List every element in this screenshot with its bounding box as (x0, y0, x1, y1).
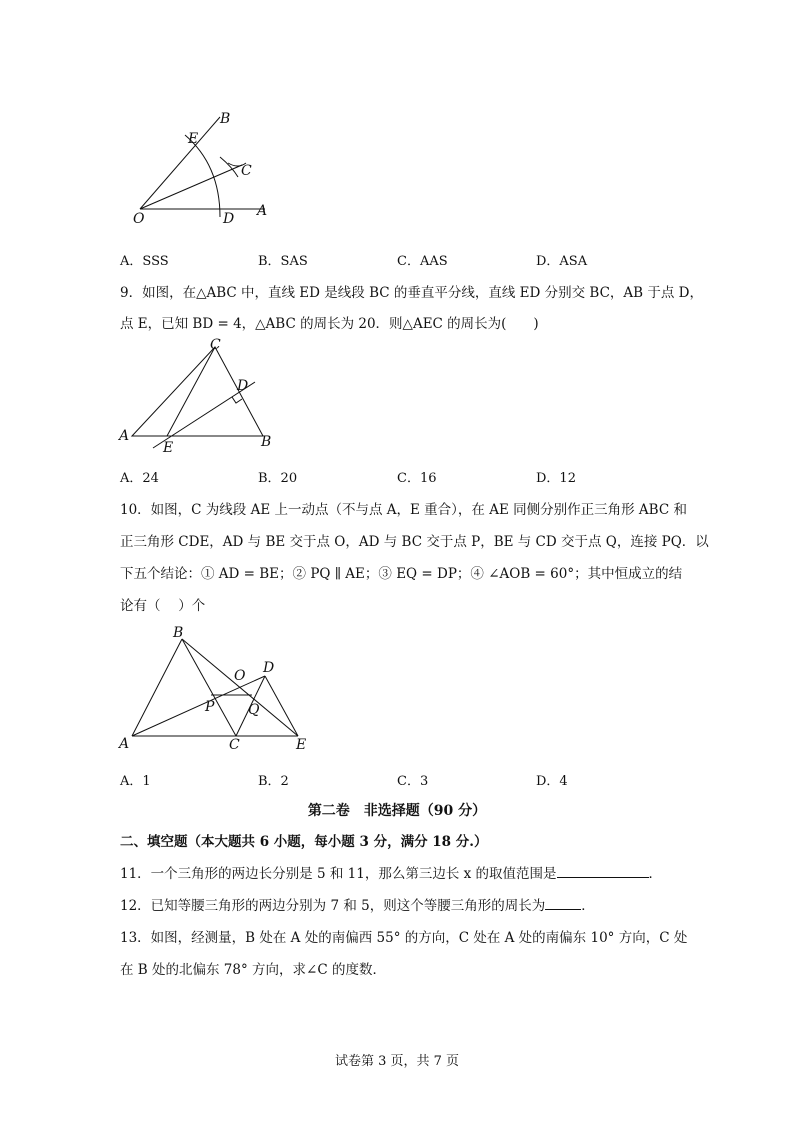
q10-text-line3: 下五个结论：① AD = BE；② PQ ∥ AE；③ EQ = DP；④ ∠AOB = 60°；其中恒成立的结 (120, 566, 683, 582)
q9-option-c: C．16 (397, 471, 437, 486)
label-P: P (205, 699, 215, 715)
label-E: E (188, 131, 199, 147)
q13-text-line2: 在 B 处的北偏东 78° 方向，求∠C 的度数． (120, 962, 386, 978)
q10-option-d: D．4 (536, 774, 568, 789)
section-title: 第二卷 非选择题（90 分） (307, 803, 487, 819)
q11-answer-blank[interactable] (557, 863, 649, 878)
part2-heading: 二、填空题（本大题共 6 小题，每小题 3 分，满分 18 分.） (120, 834, 488, 850)
q11-line (120, 862, 662, 882)
q12-text: 12．已知等腰三角形的两边分别为 7 和 5，则这个等腰三角形的周长为 (120, 898, 546, 914)
q10-option-a: A．1 (120, 774, 151, 789)
q9-text-line2: 点 E，已知 BD = 4，△ABC 的周长为 20．则△AEC 的周长为( ) (120, 316, 539, 332)
page-footer: 试卷第 3 页，共 7 页 (334, 1054, 460, 1069)
q8-option-a: A．SSS (120, 254, 169, 269)
figure-q8-angle-bisector (120, 105, 280, 230)
label-B: B (261, 434, 272, 450)
label-E: E (296, 737, 307, 753)
q12-line (120, 894, 595, 914)
label-E: E (163, 440, 174, 456)
label-O: O (234, 668, 246, 684)
q8-option-c: C．AAS (397, 254, 448, 269)
label-A: A (119, 736, 130, 752)
q10-text-line4: 论有（ ）个 (120, 598, 206, 614)
q9-option-b: B．20 (258, 471, 298, 486)
label-C: C (210, 337, 221, 353)
q9-option-d: D．12 (536, 471, 576, 486)
figure-q9-triangle (115, 335, 280, 460)
label-A: A (257, 203, 268, 219)
label-B: B (220, 111, 231, 127)
label-O: O (133, 211, 145, 227)
q8-option-d: D．ASA (536, 254, 588, 269)
q10-text-line1: 10．如图，C 为线段 AE 上一动点（不与点 A，E 重合），在 AE 同侧分别作正三角形 ABC 和 (120, 502, 687, 518)
label-Q: Q (248, 702, 260, 718)
figure-q10-equilateral-triangles (115, 622, 325, 757)
q9-text-line1: 9．如图，在△ABC 中，直线 ED 是线段 BC 的垂直平分线，直线 ED 分别交 BC，AB 于点 D， (120, 285, 703, 301)
q10-option-b: B．2 (258, 774, 289, 789)
q13-text-line1: 13．如图，经测量，B 处在 A 处的南偏西 55° 的方向，C 处在 A 处的南偏东 10° 方向，C 处 (120, 930, 688, 946)
label-C: C (241, 163, 252, 179)
q8-option-b: B．SAS (258, 254, 308, 269)
q11-text: 11．一个三角形的两边长分别是 5 和 11，那么第三边长 x 的取值范围是 (120, 866, 557, 882)
label-D: D (223, 211, 235, 227)
q10-text-line2: 正三角形 CDE，AD 与 BE 交于点 O，AD 与 BC 交于点 P，BE 与 CD 交于点 Q，连接 PQ．以 (120, 534, 709, 550)
label-B: B (173, 625, 184, 641)
q10-option-c: C．3 (397, 774, 429, 789)
q12-end: ． (581, 898, 595, 914)
label-D: D (237, 378, 249, 394)
label-A: A (119, 428, 130, 444)
label-C: C (229, 737, 240, 753)
q12-answer-blank[interactable] (545, 895, 581, 910)
q11-end: ． (648, 866, 663, 882)
label-D: D (263, 660, 275, 676)
q9-option-a: A．24 (120, 471, 159, 486)
